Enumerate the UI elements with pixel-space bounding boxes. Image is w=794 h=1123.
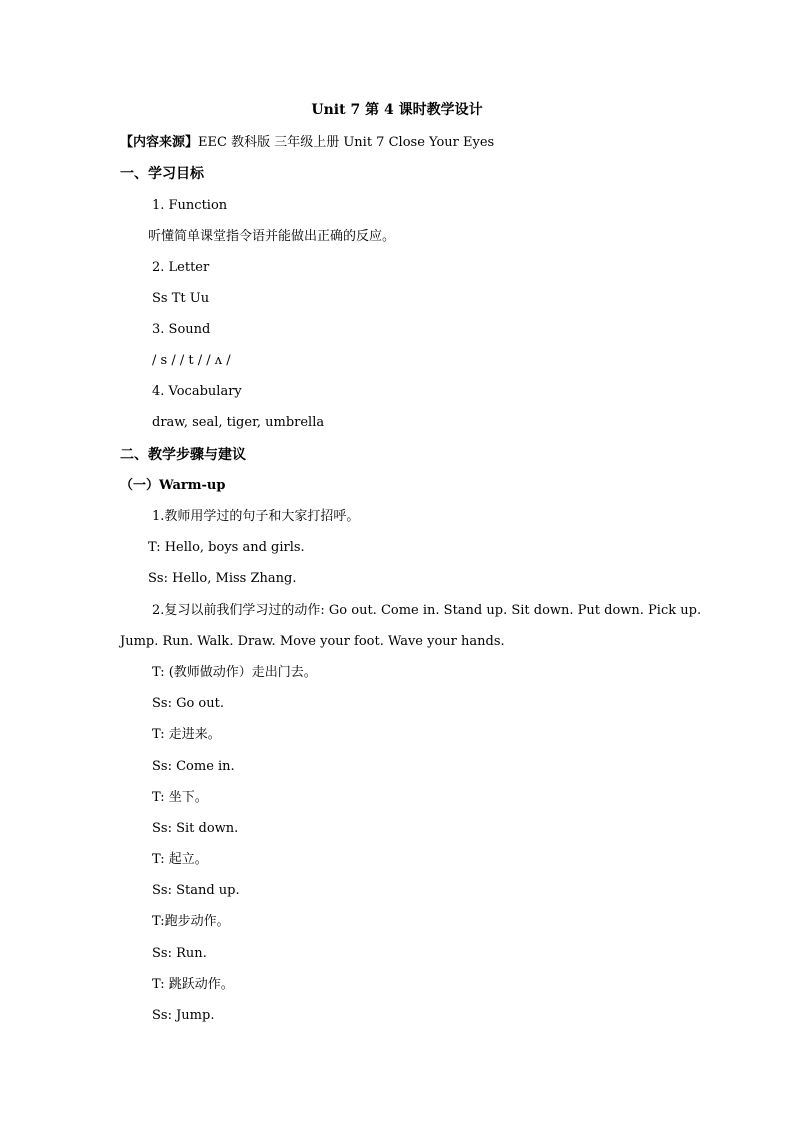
dialog-line: Ss: Run. — [152, 946, 207, 961]
dialog-line: Ss: Jump. — [152, 1008, 215, 1023]
content-source-text: EEC 教科版 三年级上册 Unit 7 Close Your Eyes — [198, 135, 495, 150]
section-learning-goals: 一、学习目标 — [120, 166, 204, 182]
dialog-line: T: 起立。 — [152, 852, 208, 867]
dialog-line: T:跑步动作。 — [152, 914, 230, 929]
dialog-line: T: (教师做动作）走出门去。 — [152, 665, 317, 680]
dialog-line: T: 走进来。 — [152, 727, 221, 742]
warmup-step2-line2: Jump. Run. Walk. Draw. Move your foot. Wave your hands. — [120, 634, 505, 649]
warmup-step1: 1.教师用学过的句子和大家打招呼。 — [152, 509, 360, 524]
goal-function-heading: 1. Function — [152, 198, 228, 213]
dialog-line: T: 跳跃动作。 — [152, 977, 234, 992]
content-source-label: 【内容来源】 — [120, 135, 199, 150]
goal-vocab-heading: 4. Vocabulary — [152, 384, 242, 399]
document-title: Unit 7 第 4 课时教学设计 — [311, 102, 483, 118]
warmup-step2-line1: 2.复习以前我们学习过的动作: Go out. Come in. Stand up. Sit down. Put down. Pick up. — [152, 603, 702, 618]
goal-vocab-text: draw, seal, tiger, umbrella — [152, 415, 325, 430]
dialog-line: Ss: Sit down. — [152, 821, 239, 836]
goal-function-text: 听懂简单课堂指令语并能做出正确的反应。 — [148, 229, 396, 244]
dialog-line: T: 坐下。 — [152, 790, 208, 805]
dialog-line: Ss: Stand up. — [152, 883, 240, 898]
dialog-line: Ss: Come in. — [152, 759, 235, 774]
section-teaching-steps: 二、教学步骤与建议 — [120, 447, 246, 463]
warmup-students-greeting: Ss: Hello, Miss Zhang. — [148, 571, 297, 586]
goal-letter-heading: 2. Letter — [152, 260, 210, 275]
warmup-teacher-greeting: T: Hello, boys and girls. — [148, 540, 305, 555]
goal-sound-heading: 3. Sound — [152, 322, 211, 337]
goal-letter-text: Ss Tt Uu — [152, 291, 210, 306]
dialog-line: Ss: Go out. — [152, 696, 224, 711]
content-source-line — [120, 134, 494, 152]
goal-sound-text: / s / / t / / ʌ / — [152, 353, 231, 368]
warmup-heading: （一）Warm-up — [120, 478, 226, 493]
